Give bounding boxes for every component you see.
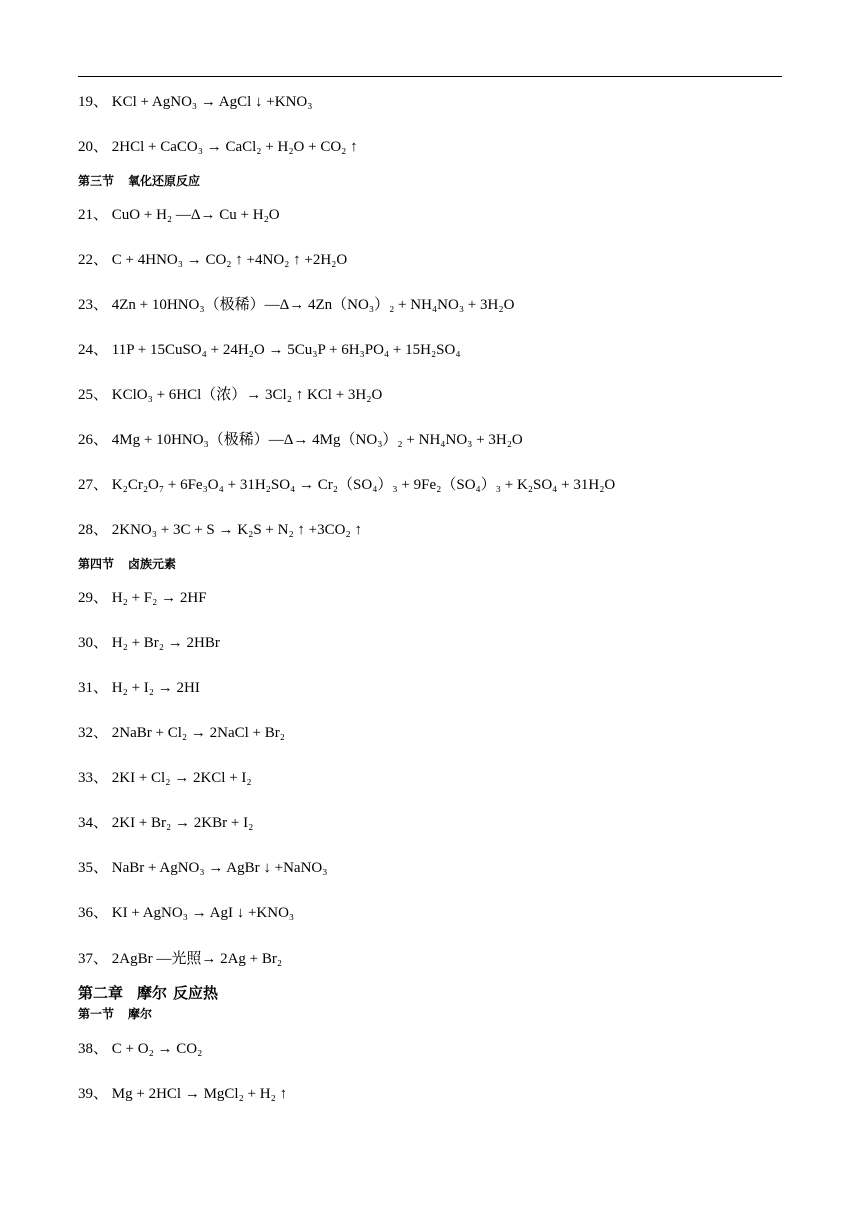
equation-text: KClO₃ + 6HCl（浓）→ 3Cl₂ ↑ KCl + 3H₂O bbox=[111, 387, 383, 403]
equation-text: 2KNO₃ + 3C + S → K₂S + N₂ ↑ +3CO₂ ↑ bbox=[111, 522, 362, 538]
equation-number: 28、 bbox=[78, 522, 109, 538]
equation-number: 30、 bbox=[78, 635, 109, 651]
equation-number: 32、 bbox=[78, 725, 109, 741]
equation-number: 25、 bbox=[78, 387, 109, 403]
equation-number: 39、 bbox=[78, 1086, 109, 1102]
equation-21 bbox=[78, 205, 280, 225]
equation-34 bbox=[78, 813, 253, 833]
section-title: 摩尔 bbox=[128, 1007, 153, 1021]
equation-number: 31、 bbox=[78, 680, 109, 696]
equation-text: CuO + H₂ —Δ→ Cu + H₂O bbox=[111, 207, 280, 223]
equation-number: 33、 bbox=[78, 770, 109, 786]
header-rule bbox=[78, 76, 782, 77]
equation-39 bbox=[78, 1084, 287, 1104]
section-title: 氧化还原反应 bbox=[128, 174, 201, 188]
chapter-label: 第二章 bbox=[78, 984, 124, 1002]
equation-number: 22、 bbox=[78, 252, 109, 268]
equation-28 bbox=[78, 520, 362, 540]
equation-20 bbox=[78, 137, 358, 157]
equation-number: 21、 bbox=[78, 207, 109, 223]
section-heading-3 bbox=[78, 173, 200, 189]
chapter-heading-2 bbox=[78, 983, 218, 1003]
equation-number: 38、 bbox=[78, 1041, 109, 1057]
equation-text: C + O₂ → CO₂ bbox=[111, 1041, 203, 1057]
equation-number: 19、 bbox=[78, 94, 109, 110]
equation-text: 11P + 15CuSO₄ + 24H₂O → 5Cu₃P + 6H₃PO₄ + 15H₂SO₄ bbox=[111, 342, 461, 358]
equation-35 bbox=[78, 858, 327, 878]
equation-19 bbox=[78, 92, 313, 112]
equation-25 bbox=[78, 385, 382, 405]
chapter-title-b: 反应热 bbox=[173, 984, 219, 1002]
equation-text: K₂Cr₂O₇ + 6Fe₃O₄ + 31H₂SO₄ → Cr₂（SO₄）₃ + 9Fe₂（SO₄）₃ + K₂SO₄ + 31H₂O bbox=[111, 477, 616, 493]
equation-31 bbox=[78, 678, 200, 698]
equation-number: 35、 bbox=[78, 860, 109, 876]
equation-text: NaBr + AgNO₃ → AgBr ↓ +NaNO₃ bbox=[111, 860, 328, 876]
section-title: 卤族元素 bbox=[128, 557, 177, 571]
section-heading-4 bbox=[78, 556, 176, 572]
equation-number: 34、 bbox=[78, 815, 109, 831]
equation-37 bbox=[78, 949, 282, 969]
equation-text: 2AgBr —光照→ 2Ag + Br₂ bbox=[111, 951, 283, 967]
chapter-title-a: 摩尔 bbox=[137, 984, 168, 1002]
equation-text: KI + AgNO₃ → AgI ↓ +KNO₃ bbox=[111, 905, 295, 921]
equation-text: 4Mg + 10HNO₃（极稀）—Δ→ 4Mg（NO₃）₂ + NH₄NO₃ + 3H₂O bbox=[111, 432, 523, 448]
equation-36 bbox=[78, 903, 294, 923]
equation-number: 24、 bbox=[78, 342, 109, 358]
equation-number: 29、 bbox=[78, 590, 109, 606]
equation-22 bbox=[78, 250, 347, 270]
equation-text: H₂ + I₂ → 2HI bbox=[111, 680, 200, 696]
equation-number: 27、 bbox=[78, 477, 109, 493]
equation-text: 2KI + Cl₂ → 2KCl + I₂ bbox=[111, 770, 252, 786]
equation-24 bbox=[78, 340, 461, 360]
equation-number: 26、 bbox=[78, 432, 109, 448]
equation-30 bbox=[78, 633, 220, 653]
equation-32 bbox=[78, 723, 285, 743]
equation-text: 2KI + Br₂ → 2KBr + I₂ bbox=[111, 815, 254, 831]
equation-text: Mg + 2HCl → MgCl₂ + H₂ ↑ bbox=[111, 1086, 288, 1102]
equation-29 bbox=[78, 588, 207, 608]
equation-26 bbox=[78, 430, 523, 450]
section-heading-1 bbox=[78, 1006, 152, 1022]
equation-text: H₂ + Br₂ → 2HBr bbox=[111, 635, 220, 651]
equation-33 bbox=[78, 768, 252, 788]
equation-number: 37、 bbox=[78, 951, 109, 967]
equation-38 bbox=[78, 1039, 202, 1059]
equation-23 bbox=[78, 295, 514, 315]
equation-text: H₂ + F₂ → 2HF bbox=[111, 590, 207, 606]
section-label: 第四节 bbox=[78, 557, 115, 571]
equation-number: 23、 bbox=[78, 297, 109, 313]
equation-27 bbox=[78, 475, 615, 495]
section-label: 第三节 bbox=[78, 174, 115, 188]
equation-text: 4Zn + 10HNO₃（极稀）—Δ→ 4Zn（NO₃）₂ + NH₄NO₃ + 3H₂O bbox=[111, 297, 515, 313]
equation-number: 20、 bbox=[78, 139, 109, 155]
section-label: 第一节 bbox=[78, 1007, 115, 1021]
equation-text: 2NaBr + Cl₂ → 2NaCl + Br₂ bbox=[111, 725, 285, 741]
equation-text: 2HCl + CaCO₃ → CaCl₂ + H₂O + CO₂ ↑ bbox=[111, 139, 358, 155]
equation-number: 36、 bbox=[78, 905, 109, 921]
equation-text: C + 4HNO₃ → CO₂ ↑ +4NO₂ ↑ +2H₂O bbox=[111, 252, 348, 268]
equation-text: KCl + AgNO₃ → AgCl ↓ +KNO₃ bbox=[111, 94, 313, 110]
